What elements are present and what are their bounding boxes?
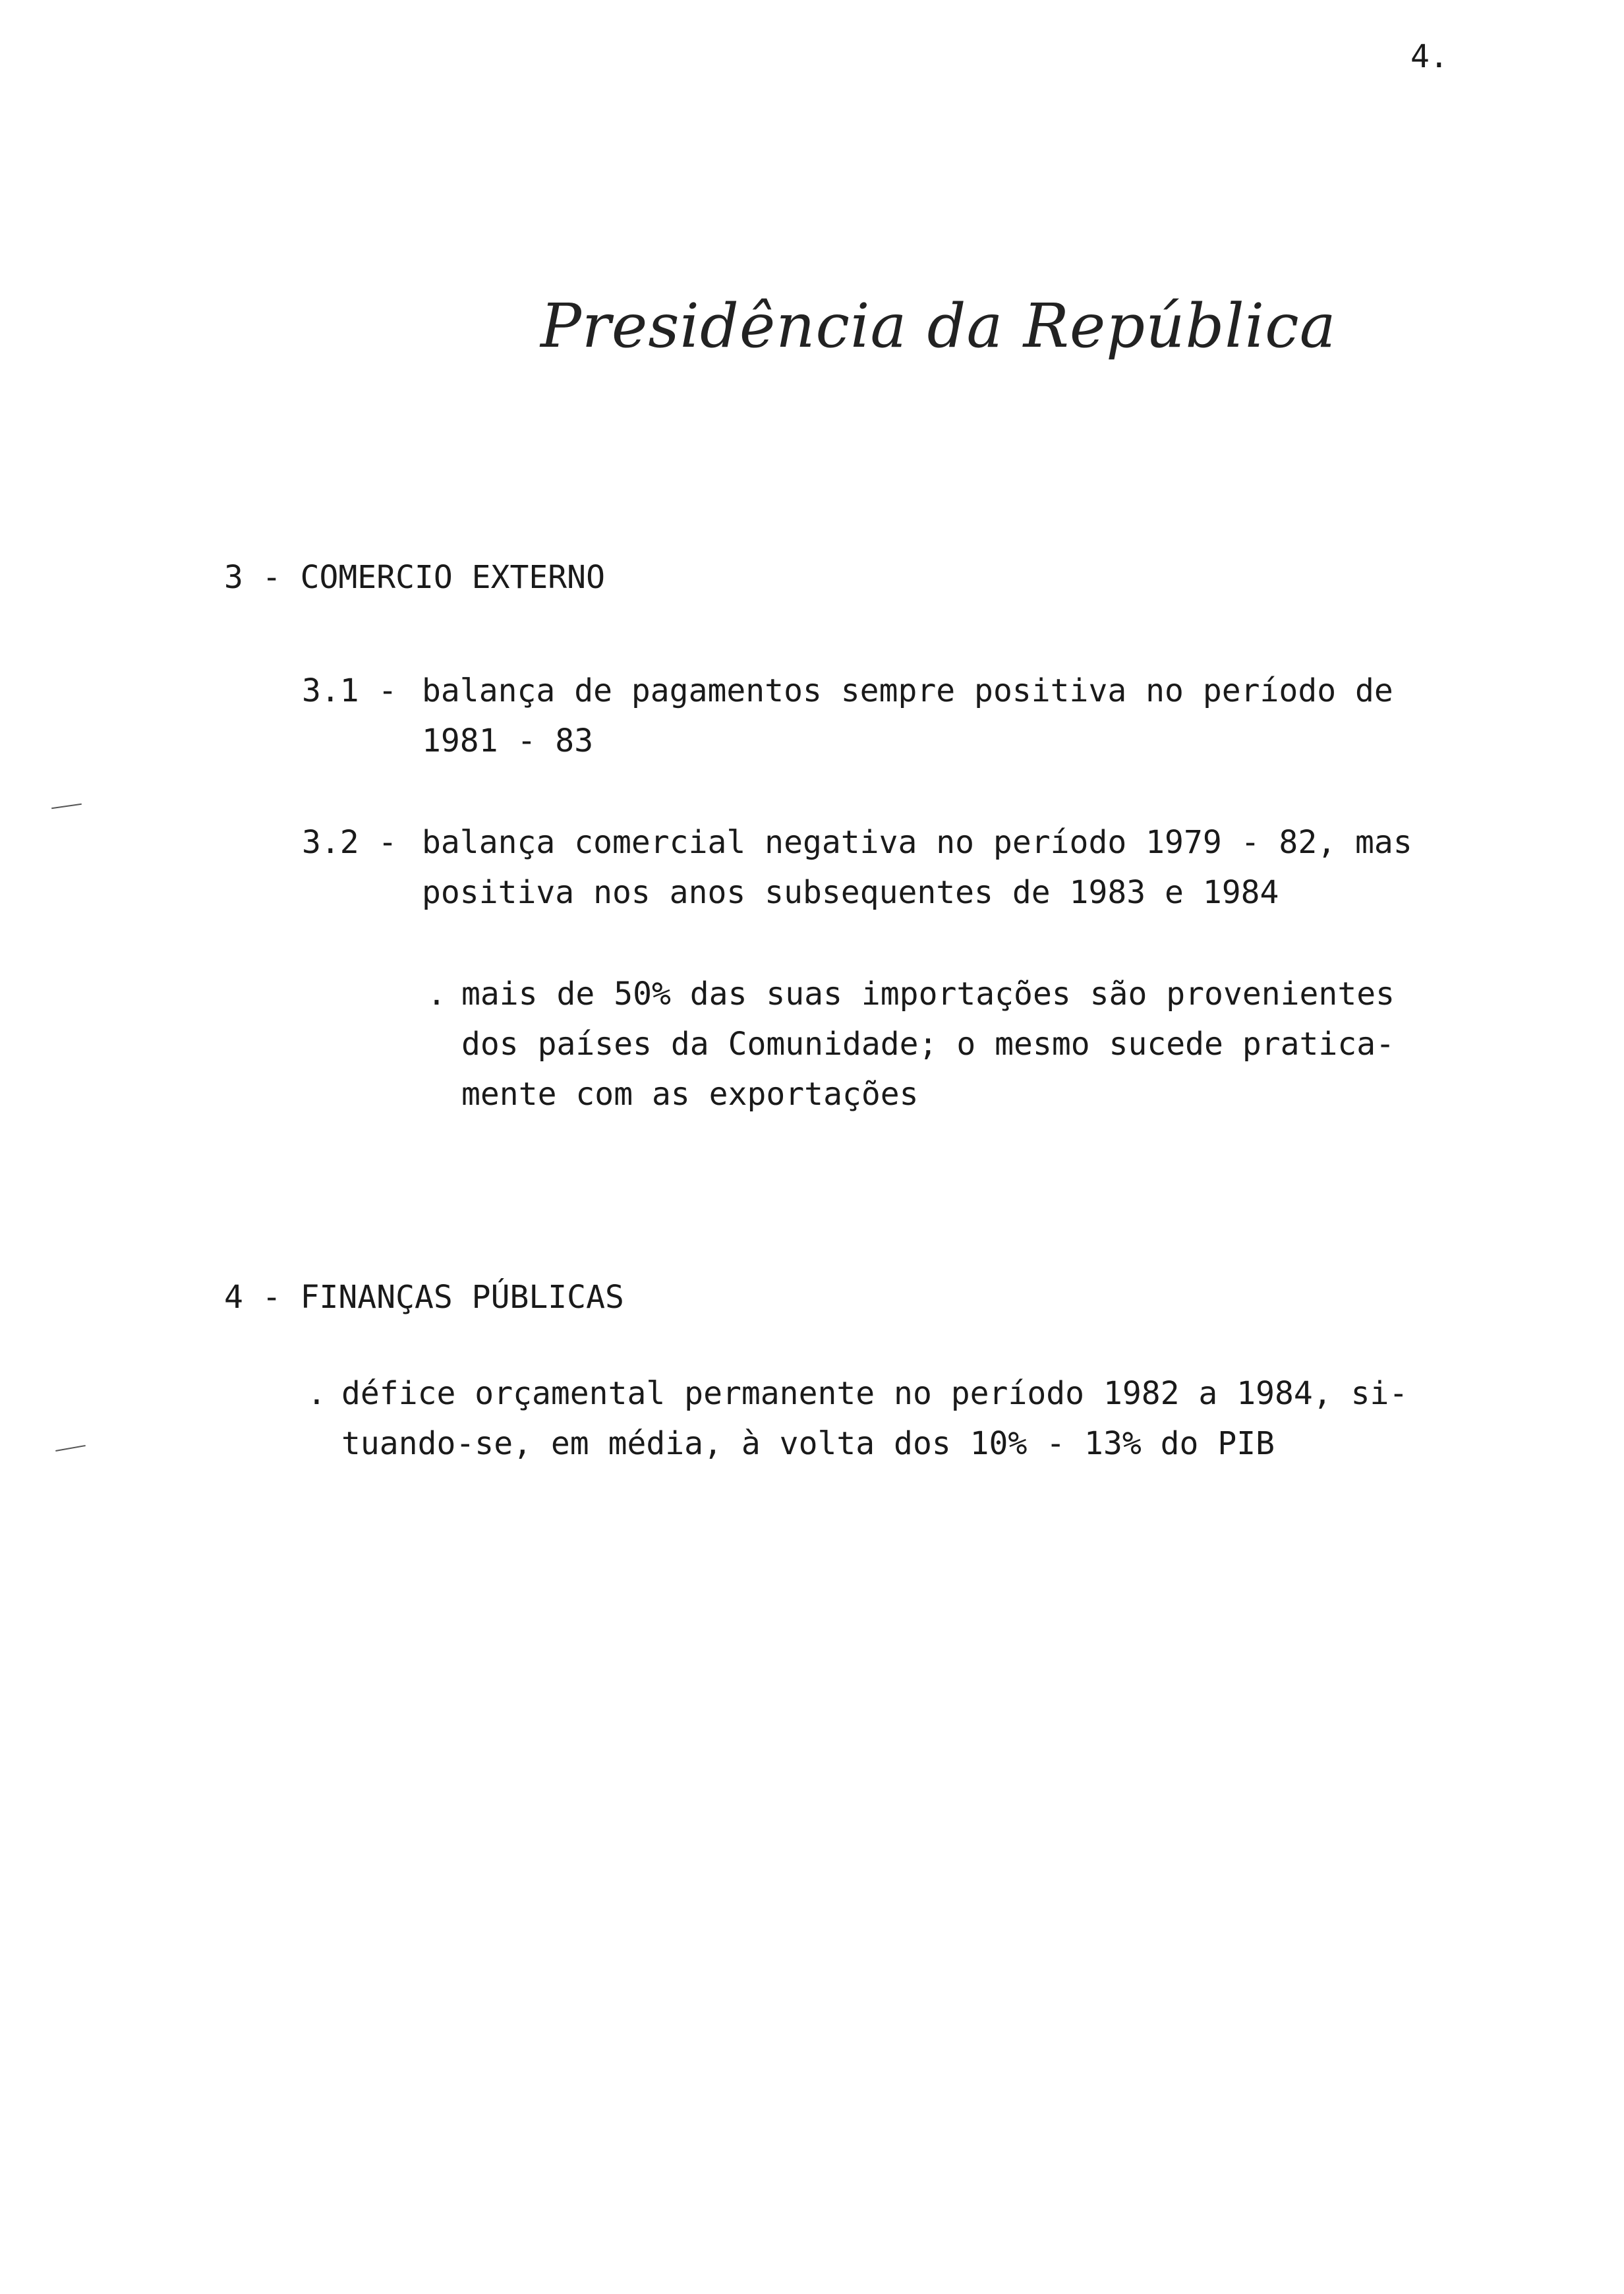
finance-bullet-line-2: tuando-se, em média, à volta dos 10% - 13% do PIB bbox=[341, 1425, 1275, 1462]
margin-mark bbox=[55, 1445, 86, 1452]
finance-bullet-line-1: défice orçamental permanente no período 1982 a 1984, si- bbox=[341, 1375, 1408, 1412]
page-number: 4. bbox=[1410, 38, 1449, 75]
section-heading-financas-publicas: 4 - FINANÇAS PÚBLICAS bbox=[224, 1279, 624, 1316]
sub-bullet-line-3: mente com as exportações bbox=[461, 1076, 919, 1113]
item-text-3-2-line-1: balança comercial negativa no período 1979 - 82, mas bbox=[422, 824, 1412, 861]
item-number-3-2: 3.2 - bbox=[302, 824, 397, 861]
sub-bullet-line-2: dos países da Comunidade; o mesmo sucede pratica- bbox=[461, 1026, 1395, 1063]
letterhead-script: Presidência da República bbox=[540, 291, 1337, 361]
sub-bullet-line-1: mais de 50% das suas importações são provenientes bbox=[461, 976, 1395, 1013]
item-text-3-1-line-2: 1981 - 83 bbox=[422, 722, 594, 759]
item-text-3-2-line-2: positiva nos anos subsequentes de 1983 e 1984 bbox=[422, 874, 1279, 911]
item-text-3-1-line-1: balança de pagamentos sempre positiva no período de bbox=[422, 672, 1393, 709]
margin-mark bbox=[51, 804, 82, 809]
bullet-marker: . bbox=[427, 976, 446, 1013]
bullet-marker: . bbox=[307, 1375, 326, 1412]
item-number-3-1: 3.1 - bbox=[302, 672, 397, 709]
section-heading-comercio-externo: 3 - COMERCIO EXTERNO bbox=[224, 559, 605, 596]
